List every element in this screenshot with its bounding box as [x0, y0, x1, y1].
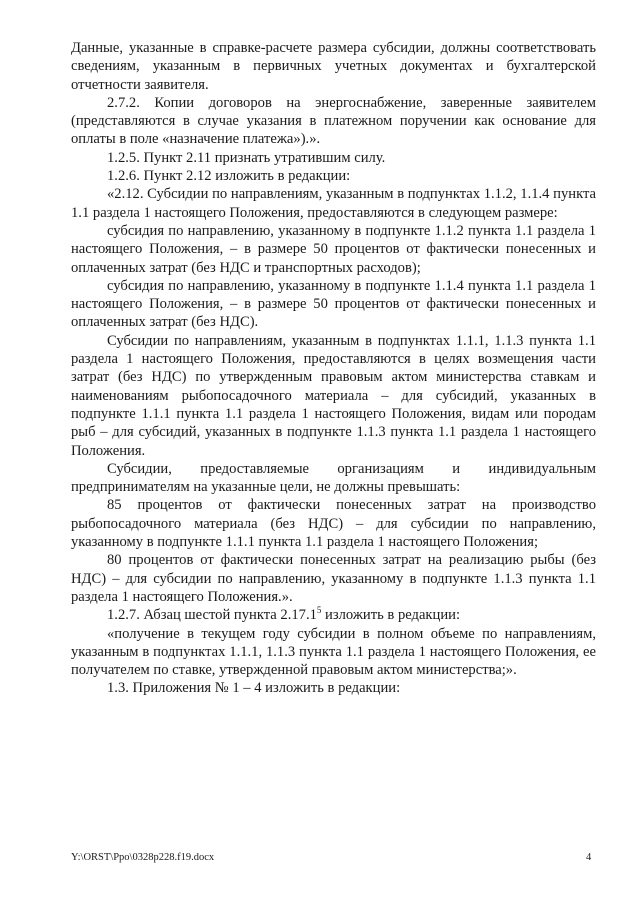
paragraph-requirements-note: Данные, указанные в справке-расчете размера субсидии, должны соответствовать сведениям, указанным в первичных учетных документах и бухгалтерской отчетности заявителя.: [71, 40, 596, 93]
paragraph-limit-85: 85 процентов от фактически понесенных затрат на производство рыбопосадочного материала (без НДС) – для субсидии по направлению, указанному в подпункте 1.1.1 пункта 1.1 раздела 1 настоящего Положения;: [71, 497, 596, 551]
paragraph-1-3: 1.3. Приложения № 1 – 4 изложить в редакции:: [107, 680, 401, 697]
footer-file-path: Y:\ORST\Ppo\0328p228.f19.docx: [71, 852, 215, 863]
paragraph-1-2-5: 1.2.5. Пункт 2.11 признать утратившим силу.: [107, 149, 386, 166]
paragraph-1-2-7-text: 1.2.7. Абзац шестой пункта 2.17.1: [107, 607, 317, 624]
footer-page-number: 4: [586, 852, 592, 863]
paragraph-quoted-amendment: «получение в текущем году субсидии в полном объеме по направлениям, указанным в подпунктах 1.1.1, 1.1.3 пункта 1.1 раздела 1 настоящего Положения, ее получателем по ставке, утвержденной правовым актом министерства;».: [71, 625, 596, 679]
footnote-superscript: 5: [316, 605, 322, 616]
paragraph-subsidy-limits: Субсидии, предоставляемые организациям и индивидуальным предпринимателям на указанные цели, не должны превышать:: [71, 460, 596, 496]
paragraph-1-2-7: [71, 606, 596, 624]
paragraph-subsidy-1-1-2: субсидия по направлению, указанному в подпункте 1.1.2 пункта 1.1 раздела 1 настоящего Положения, – в размере 50 процентов от фактически понесенных и оплаченных затрат (без НДС и транспортных расходов);: [71, 222, 596, 276]
paragraph-subsidy-1-1-1-1-1-3: Субсидии по направлениям, указанным в подпунктах 1.1.1, 1.1.3 пункта 1.1 раздела 1 настоящего Положения, предоставляются в целях возмещения части затрат (без НДС) по утвержденным правовым актом министерства ставкам и наименованиям рыбопосадочного материала – для субсидий, указанных в подпункте 1.1.1 пункта 1.1 раздела 1 настоящего Положения, видам или породам рыб – для субсидий, указанных в подпункте 1.1.3 пункта 1.1 раздела 1 настоящего Положения.: [71, 332, 596, 459]
paragraph-1-2-7-text-end: изложить в редакции:: [321, 607, 461, 624]
paragraph-2-7-2: 2.7.2. Копии договоров на энергоснабжение, заверенные заявителем (представляются в случае указания в платежном поручении как основание для оплаты в поле «назначение платежа»).».: [71, 94, 596, 148]
paragraph-subsidy-1-1-4: субсидия по направлению, указанному в подпункте 1.1.4 пункта 1.1 раздела 1 настоящего Положения, – в размере 50 процентов от фактически понесенных и оплаченных затрат (без НДС).: [71, 277, 596, 331]
document-body: [71, 39, 596, 698]
paragraph-2-12: «2.12. Субсидии по направлениям, указанным в подпунктах 1.1.2, 1.1.4 пункта 1.1 раздела 1 настоящего Положения, предоставляются в следующем размере:: [71, 186, 596, 221]
paragraph-limit-80: 80 процентов от фактически понесенных затрат на реализацию рыбы (без НДС) – для субсидии по направлению, указанному в подпункте 1.1.3 пункта 1.1 раздела 1 настоящего Положения.».: [71, 552, 596, 605]
paragraph-1-2-6: 1.2.6. Пункт 2.12 изложить в редакции:: [107, 168, 351, 185]
